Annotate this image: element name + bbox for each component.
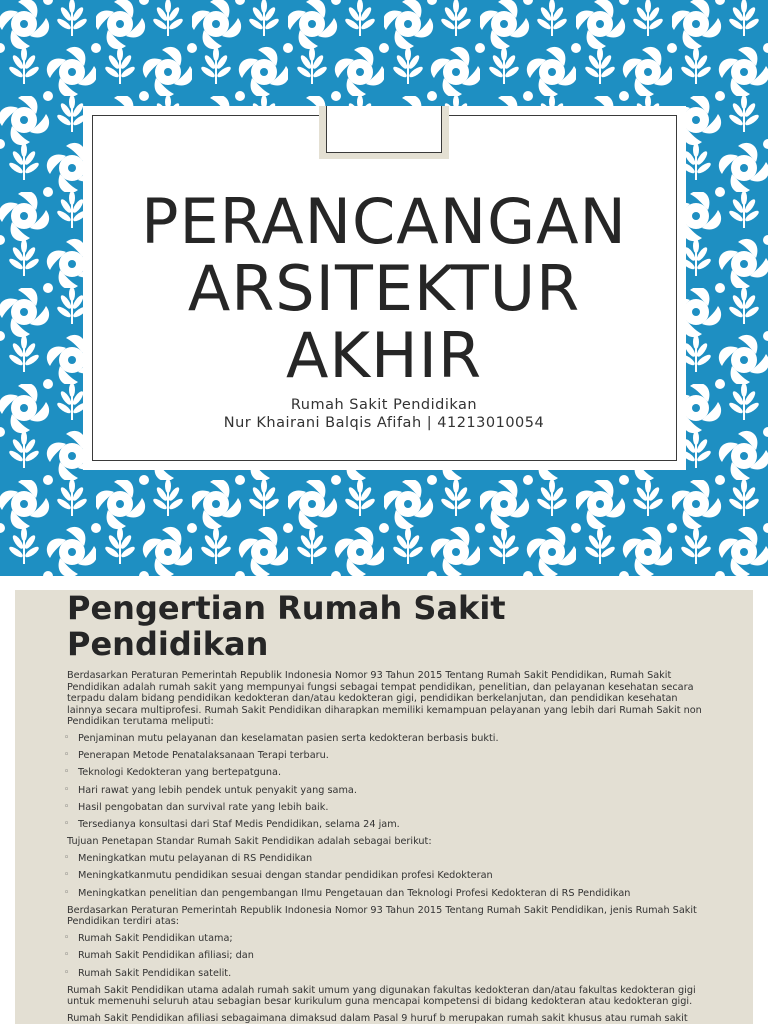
presentation-subtitle	[100, 396, 668, 432]
list-item: ◦ Meningkatkan mutu pelayanan di RS Pendidikan	[67, 853, 715, 865]
list-item: ◦ Teknologi Kedokteran yang bertepatguna.	[67, 767, 715, 779]
list-item: ◦ Rumah Sakit Pendidikan afiliasi; dan	[67, 950, 715, 962]
affiliate-hospital-paragraph: Rumah Sakit Pendidikan afiliasi sebagaimana dimaksud dalam Pasal 9 huruf b merupakan rumah sakit khusus atau rumah sakit	[67, 1013, 688, 1024]
title-card-tab	[319, 106, 449, 159]
list-item: ◦ Penerapan Metode Penatalaksanaan Terapi terbaru.	[67, 750, 715, 762]
intro-paragraph: Berdasarkan Peraturan Pemerintah Republik Indonesia Nomor 93 Tahun 2015 Tentang Rumah Sakit Pendidikan, Rumah Sakit Pendidikan adalah rumah sakit yang mempunyai fungsi sebagai tempat pendidikan, penelitian, dan pelayanan kesehatan secara terpadu dalam bidang pendidikan kedokteran dan/atau kedokteran gigi, pendidikan berkelanjutan, dan pendidikan kesehatan lainnya secara multiprofesi. Rumah Sakit Pendidikan diharapkan memiliki kemampuan pelayanan yang lebih dari Rumah Sakit non Pendidikan terutama meliputi:	[67, 670, 702, 727]
title-line: AKHIR	[285, 319, 483, 392]
benefits-list	[67, 733, 715, 830]
subtitle-author: Nur Khairani Balqis Afifah | 41213010054	[223, 415, 545, 431]
list-item: ◦ Penjaminan mutu pelayanan dan keselamatan pasien serta kedokteran berbasis bukti.	[67, 733, 715, 745]
content-slide	[15, 590, 753, 1024]
title-line: ARSITEKTUR	[187, 252, 581, 325]
list-item: ◦ Meningkatkan penelitian dan pengembangan Ilmu Pengetauan dan Teknologi Profesi Kedokteran di RS Pendidikan	[67, 888, 715, 900]
list-item: ◦ Tersedianya konsultasi dari Staf Medis Pendidikan, selama 24 jam.	[67, 819, 715, 831]
types-paragraph: Berdasarkan Peraturan Pemerintah Republik Indonesia Nomor 93 Tahun 2015 Tentang Rumah Sakit Pendidikan, jenis Rumah Sakit Pendidikan terdiri atas:	[67, 904, 697, 928]
slide-heading: Pengertian Rumah Sakit Pendidikan	[67, 590, 506, 663]
list-item: ◦ Meningkatkanmutu pendidikan sesuai dengan standar pendidikan profesi Kedokteran	[67, 870, 715, 882]
list-item: ◦ Rumah Sakit Pendidikan utama;	[67, 933, 715, 945]
list-item: ◦ Hari rawat yang lebih pendek untuk penyakit yang sama.	[67, 785, 715, 797]
goals-list	[67, 853, 715, 899]
title-line: PERANCANGAN	[141, 185, 627, 258]
types-list	[67, 933, 715, 979]
list-item: ◦ Hasil pengobatan dan survival rate yang lebih baik.	[67, 802, 715, 814]
presentation-title	[100, 185, 668, 392]
goals-paragraph: Tujuan Penetapan Standar Rumah Sakit Pendidikan adalah sebagai berikut:	[67, 836, 432, 848]
subtitle-topic: Rumah Sakit Pendidikan	[290, 397, 478, 413]
main-hospital-paragraph: Rumah Sakit Pendidikan utama adalah rumah sakit umum yang digunakan fakultas kedokteran dan/atau fakultas kedokteran gigi untuk memenuhi seluruh atau sebagian besar kurikulum guna mencapai kompetensi di bidang kedokteran atau kedokteran gigi.	[67, 984, 696, 1008]
slide-body	[67, 670, 715, 1024]
list-item: ◦ Rumah Sakit Pendidikan satelit.	[67, 968, 715, 980]
tab-inner-frame	[326, 106, 442, 153]
